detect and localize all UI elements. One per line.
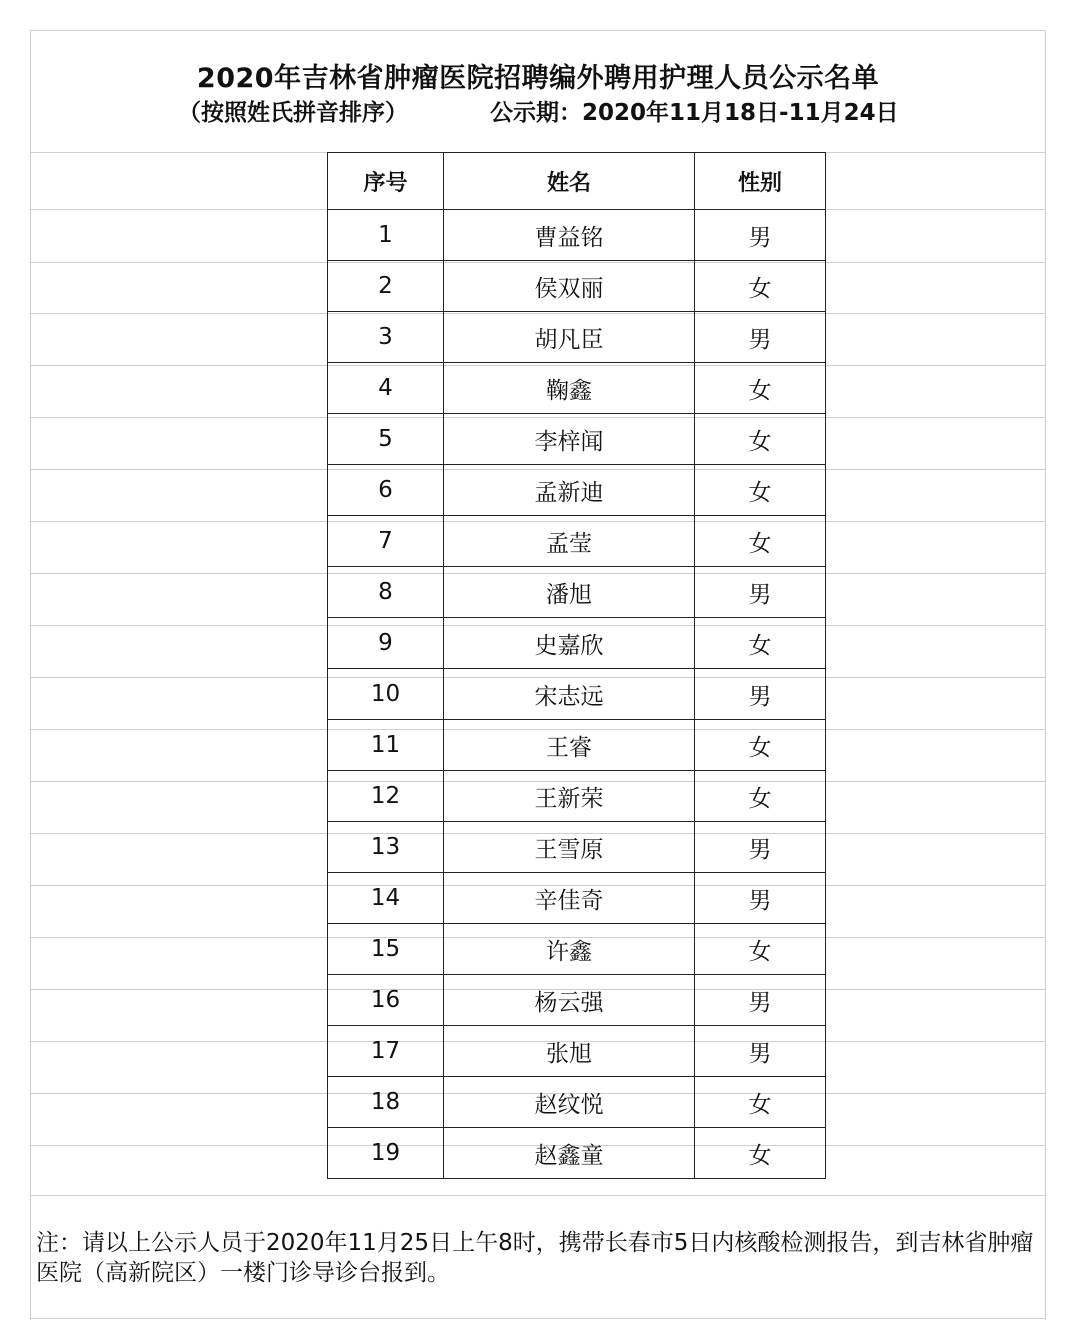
row-index: 18: [328, 1077, 444, 1128]
table-row: [328, 261, 826, 312]
row-gender: 女: [695, 465, 826, 516]
table-row: [328, 1077, 826, 1128]
publicity-period: 公示期：2020年11月18日-11月24日: [490, 100, 899, 126]
row-gender: 女: [695, 516, 826, 567]
row-gender: 女: [695, 618, 826, 669]
page-title: 2020年吉林省肿瘤医院招聘编外聘用护理人员公示名单: [196, 63, 880, 94]
row-index: 9: [328, 618, 444, 669]
row-index: 15: [328, 924, 444, 975]
row-gender: 女: [695, 924, 826, 975]
row-index: 8: [328, 567, 444, 618]
table-row: [328, 516, 826, 567]
table-row: [328, 312, 826, 363]
table-row: [328, 618, 826, 669]
roster-body: [328, 210, 826, 1179]
table-row: [328, 465, 826, 516]
footnote: 注：请以上公示人员于2020年11月25日上午8时，携带长春市5日内核酸检测报告，到吉林省肿瘤医院（高新院区）一楼门诊导诊台报到。: [36, 1230, 1034, 1286]
row-name: 侯双丽: [444, 261, 695, 312]
row-gender: 男: [695, 873, 826, 924]
table-header-row: [328, 153, 826, 210]
table-row: [328, 363, 826, 414]
row-index: 4: [328, 363, 444, 414]
row-gender: 男: [695, 312, 826, 363]
row-name: 赵纹悦: [444, 1077, 695, 1128]
row-name: 潘旭: [444, 567, 695, 618]
row-gender: 女: [695, 1077, 826, 1128]
row-index: 14: [328, 873, 444, 924]
row-gender: 男: [695, 567, 826, 618]
row-name: 辛佳奇: [444, 873, 695, 924]
table-row: [328, 567, 826, 618]
row-gender: 女: [695, 363, 826, 414]
header-gender: 性别: [695, 153, 826, 210]
table-row: [328, 669, 826, 720]
row-index: 10: [328, 669, 444, 720]
row-name: 王新荣: [444, 771, 695, 822]
row-name: 孟莹: [444, 516, 695, 567]
gridline: [30, 1318, 1046, 1319]
row-gender: 女: [695, 720, 826, 771]
row-index: 6: [328, 465, 444, 516]
row-gender: 女: [695, 261, 826, 312]
row-gender: 女: [695, 1128, 826, 1179]
row-name: 鞠鑫: [444, 363, 695, 414]
row-index: 16: [328, 975, 444, 1026]
table-row: [328, 771, 826, 822]
header-index: 序号: [328, 153, 444, 210]
table-row: [328, 822, 826, 873]
table-row: [328, 210, 826, 261]
row-name: 赵鑫童: [444, 1128, 695, 1179]
row-gender: 女: [695, 414, 826, 465]
row-name: 李梓闻: [444, 414, 695, 465]
roster-table: [327, 152, 826, 1179]
row-name: 胡凡臣: [444, 312, 695, 363]
row-index: 13: [328, 822, 444, 873]
row-index: 19: [328, 1128, 444, 1179]
row-index: 2: [328, 261, 444, 312]
row-index: 7: [328, 516, 444, 567]
table-row: [328, 924, 826, 975]
row-name: 张旭: [444, 1026, 695, 1077]
table-row: [328, 720, 826, 771]
row-name: 许鑫: [444, 924, 695, 975]
table-row: [328, 1128, 826, 1179]
row-name: 曹益铭: [444, 210, 695, 261]
row-gender: 女: [695, 771, 826, 822]
row-gender: 男: [695, 975, 826, 1026]
table-row: [328, 873, 826, 924]
row-index: 5: [328, 414, 444, 465]
row-name: 王雪原: [444, 822, 695, 873]
row-index: 1: [328, 210, 444, 261]
row-gender: 男: [695, 210, 826, 261]
row-name: 孟新迪: [444, 465, 695, 516]
header-name: 姓名: [444, 153, 695, 210]
row-name: 宋志远: [444, 669, 695, 720]
row-index: 11: [328, 720, 444, 771]
row-name: 王睿: [444, 720, 695, 771]
table-row: [328, 1026, 826, 1077]
row-gender: 男: [695, 822, 826, 873]
row-index: 17: [328, 1026, 444, 1077]
sort-order-note: （按照姓氏拼音排序）: [178, 100, 408, 126]
row-index: 12: [328, 771, 444, 822]
row-name: 史嘉欣: [444, 618, 695, 669]
gridline: [30, 1195, 1046, 1196]
row-gender: 男: [695, 1026, 826, 1077]
table-row: [328, 414, 826, 465]
row-name: 杨云强: [444, 975, 695, 1026]
row-gender: 男: [695, 669, 826, 720]
table-row: [328, 975, 826, 1026]
row-index: 3: [328, 312, 444, 363]
